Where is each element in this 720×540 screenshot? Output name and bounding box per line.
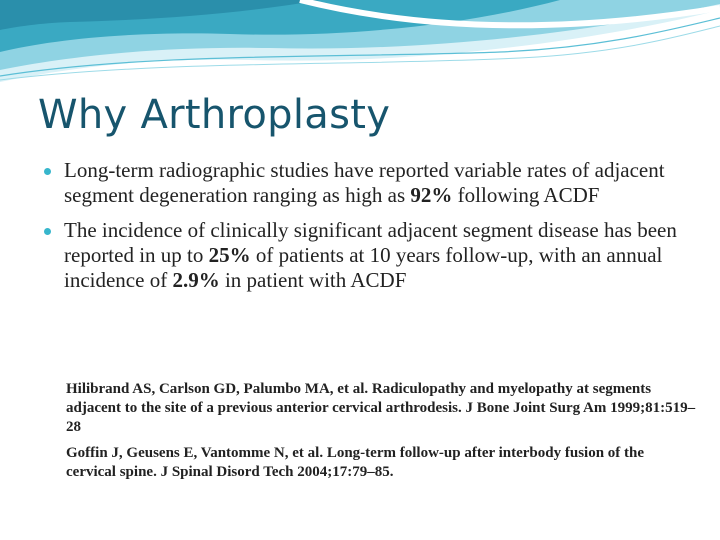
bullet-stat: 2.9% [172,268,220,292]
bullet-dot-icon [44,168,51,175]
bullet-text: The incidence of clinically significant adjacent segment disease has been reported in up to [64,218,677,267]
slide-title: Why Arthroplasty [38,92,391,138]
references [66,380,696,489]
bullet-text: following ACDF [452,183,600,207]
bullet-text: in patient with ACDF [219,268,407,292]
bullet-list [44,158,684,303]
bullet-text: of patients at 10 years follow-up, with an annual incidence of [64,243,663,292]
bullet-dot-icon [44,228,51,235]
bullet-stat: 25% [208,243,251,267]
reference-item: Goffin J, Geusens E, Vantomme N, et al. Long-term follow-up after interbody fusion of the cervical spine. J Spinal Disord Tech 2004;17:79–85. [66,445,645,480]
header-wave-decoration [0,0,720,90]
bullet-text: Long-term radiographic studies have reported variable rates of adjacent segment degeneration ranging as high as [64,158,665,207]
bullet-stat: 92% [410,183,453,207]
bullet-item [44,218,684,293]
bullet-item [44,158,684,208]
reference-item: Hilibrand AS, Carlson GD, Palumbo MA, et al. Radiculopathy and myelopathy at segments adjacent to the site of a previous anterior cervical arthrodesis. J Bone Joint Surg Am 1999;81:519–28 [66,381,696,435]
